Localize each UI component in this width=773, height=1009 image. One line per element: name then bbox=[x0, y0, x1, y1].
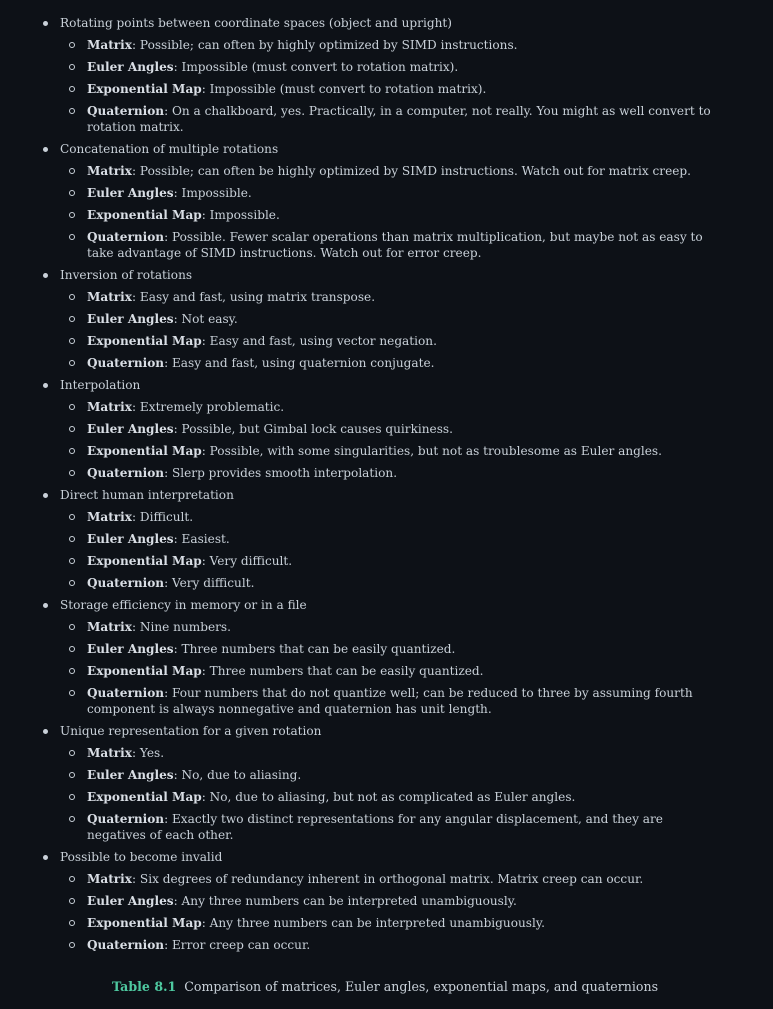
representation-description: : Four numbers that do not quantize well; can be reduced to three by assuming fourth component is always nonnegative and quaternion has unit length. bbox=[87, 686, 693, 716]
bullet-circle-icon bbox=[69, 646, 75, 652]
bullet-circle-icon bbox=[69, 772, 75, 778]
bullet-circle-icon bbox=[69, 558, 75, 564]
representation-list bbox=[60, 509, 773, 591]
representation-description: : Slerp provides smooth interpolation. bbox=[164, 466, 398, 480]
bullet-circle-icon bbox=[69, 536, 75, 542]
representation-item bbox=[60, 871, 717, 887]
representation-label: Exponential Map bbox=[87, 82, 202, 96]
representation-item bbox=[60, 465, 717, 481]
representation-label: Euler Angles bbox=[87, 532, 174, 546]
bullet-disc-icon bbox=[43, 855, 48, 860]
bullet-circle-icon bbox=[69, 42, 75, 48]
bullet-circle-icon bbox=[69, 876, 75, 882]
representation-description: : Very difficult. bbox=[201, 554, 293, 568]
representation-label: Exponential Map bbox=[87, 664, 202, 678]
representation-label: Exponential Map bbox=[87, 334, 202, 348]
representation-item bbox=[60, 641, 717, 657]
bullet-circle-icon bbox=[69, 212, 75, 218]
topic-title: Inversion of rotations bbox=[60, 268, 193, 282]
representation-description: : Any three numbers can be interpreted unambiguously. bbox=[201, 916, 545, 930]
representation-list bbox=[60, 399, 773, 481]
representation-list bbox=[60, 37, 773, 135]
bullet-circle-icon bbox=[69, 190, 75, 196]
representation-label: Exponential Map bbox=[87, 444, 202, 458]
representation-label: Exponential Map bbox=[87, 208, 202, 222]
representation-description: : Possible; can often by highly optimized by SIMD instructions. bbox=[132, 38, 518, 52]
representation-label: Matrix bbox=[87, 164, 132, 178]
topic-item bbox=[0, 267, 773, 371]
topic-item bbox=[0, 15, 773, 135]
representation-item bbox=[60, 163, 717, 179]
representation-item bbox=[60, 915, 717, 931]
bullet-circle-icon bbox=[69, 168, 75, 174]
bullet-disc-icon bbox=[43, 21, 48, 26]
representation-label: Quaternion bbox=[87, 812, 165, 826]
topic-item bbox=[0, 141, 773, 261]
topic-title: Possible to become invalid bbox=[60, 850, 223, 864]
caption-label: Table 8.1 bbox=[112, 979, 177, 994]
bullet-disc-icon bbox=[43, 493, 48, 498]
representation-description: : Impossible. bbox=[201, 208, 280, 222]
bullet-circle-icon bbox=[69, 668, 75, 674]
representation-list bbox=[60, 163, 773, 261]
representation-item bbox=[60, 289, 717, 305]
bullet-disc-icon bbox=[43, 273, 48, 278]
representation-item bbox=[60, 59, 717, 75]
representation-description: : No, due to aliasing, but not as complicated as Euler angles. bbox=[201, 790, 576, 804]
representation-item bbox=[60, 421, 717, 437]
representation-description: : On a chalkboard, yes. Practically, in a computer, not really. You might as well convert to rotation matrix. bbox=[87, 104, 711, 134]
representation-item bbox=[60, 81, 717, 97]
representation-item bbox=[60, 811, 717, 843]
representation-label: Exponential Map bbox=[87, 790, 202, 804]
topic-title: Interpolation bbox=[60, 378, 141, 392]
representation-item bbox=[60, 185, 717, 201]
representation-label: Matrix bbox=[87, 746, 132, 760]
representation-item bbox=[60, 355, 717, 371]
representation-item bbox=[60, 553, 717, 569]
representation-item bbox=[60, 333, 717, 349]
bullet-circle-icon bbox=[69, 404, 75, 410]
bullet-circle-icon bbox=[69, 316, 75, 322]
table-caption bbox=[112, 979, 658, 995]
representation-description: : Easy and fast, using quaternion conjugate. bbox=[164, 356, 435, 370]
topic-title: Concatenation of multiple rotations bbox=[60, 142, 279, 156]
bullet-circle-icon bbox=[69, 794, 75, 800]
bullet-circle-icon bbox=[69, 514, 75, 520]
bullet-disc-icon bbox=[43, 383, 48, 388]
representation-label: Euler Angles bbox=[87, 894, 174, 908]
topic-title: Unique representation for a given rotation bbox=[60, 724, 322, 738]
representation-description: : Impossible (must convert to rotation matrix). bbox=[173, 60, 459, 74]
bullet-circle-icon bbox=[69, 624, 75, 630]
representation-list bbox=[60, 745, 773, 843]
bullet-circle-icon bbox=[69, 448, 75, 454]
representation-description: : Error creep can occur. bbox=[164, 938, 311, 952]
representation-label: Quaternion bbox=[87, 104, 165, 118]
representation-item bbox=[60, 685, 717, 717]
representation-description: : Any three numbers can be interpreted unambiguously. bbox=[173, 894, 517, 908]
representation-item bbox=[60, 893, 717, 909]
representation-description: : Difficult. bbox=[132, 510, 194, 524]
representation-item bbox=[60, 575, 717, 591]
representation-description: : Impossible. bbox=[173, 186, 252, 200]
bullet-circle-icon bbox=[69, 816, 75, 822]
representation-item bbox=[60, 311, 717, 327]
representation-description: : Impossible (must convert to rotation matrix). bbox=[201, 82, 487, 96]
representation-label: Matrix bbox=[87, 290, 132, 304]
bullet-disc-icon bbox=[43, 603, 48, 608]
representation-label: Matrix bbox=[87, 38, 132, 52]
representation-description: : Three numbers that can be easily quantized. bbox=[201, 664, 484, 678]
representation-list bbox=[60, 289, 773, 371]
representation-description: : Extremely problematic. bbox=[132, 400, 285, 414]
comparison-list bbox=[0, 15, 773, 959]
representation-label: Euler Angles bbox=[87, 422, 174, 436]
topic-title: Direct human interpretation bbox=[60, 488, 234, 502]
bullet-circle-icon bbox=[69, 898, 75, 904]
bullet-circle-icon bbox=[69, 234, 75, 240]
representation-label: Matrix bbox=[87, 872, 132, 886]
topic-item bbox=[0, 487, 773, 591]
bullet-circle-icon bbox=[69, 294, 75, 300]
representation-item bbox=[60, 789, 717, 805]
topic-title: Storage efficiency in memory or in a file bbox=[60, 598, 307, 612]
topic-item bbox=[0, 849, 773, 953]
representation-description: : Easiest. bbox=[173, 532, 230, 546]
representation-label: Exponential Map bbox=[87, 916, 202, 930]
representation-description: : Nine numbers. bbox=[132, 620, 231, 634]
representation-description: : Three numbers that can be easily quantized. bbox=[173, 642, 456, 656]
representation-description: : Possible, with some singularities, but not as troublesome as Euler angles. bbox=[201, 444, 662, 458]
representation-description: : Exactly two distinct representations for any angular displacement, and they are negatives of each other. bbox=[87, 812, 663, 842]
representation-label: Quaternion bbox=[87, 230, 165, 244]
representation-label: Quaternion bbox=[87, 686, 165, 700]
bullet-disc-icon bbox=[43, 147, 48, 152]
representation-list bbox=[60, 619, 773, 717]
representation-item bbox=[60, 531, 717, 547]
representation-description: : Easy and fast, using matrix transpose. bbox=[132, 290, 376, 304]
representation-label: Quaternion bbox=[87, 466, 165, 480]
bullet-circle-icon bbox=[69, 580, 75, 586]
representation-description: : Easy and fast, using vector negation. bbox=[201, 334, 437, 348]
representation-label: Quaternion bbox=[87, 938, 165, 952]
topic-item bbox=[0, 597, 773, 717]
representation-item bbox=[60, 207, 717, 223]
topic-title: Rotating points between coordinate spaces (object and upright) bbox=[60, 16, 452, 30]
representation-label: Euler Angles bbox=[87, 60, 174, 74]
representation-item bbox=[60, 399, 717, 415]
representation-description: : Very difficult. bbox=[164, 576, 255, 590]
bullet-circle-icon bbox=[69, 470, 75, 476]
representation-description: : No, due to aliasing. bbox=[173, 768, 302, 782]
representation-label: Euler Angles bbox=[87, 186, 174, 200]
bullet-circle-icon bbox=[69, 86, 75, 92]
representation-item bbox=[60, 37, 717, 53]
topic-item bbox=[0, 723, 773, 843]
bullet-circle-icon bbox=[69, 690, 75, 696]
representation-item bbox=[60, 509, 717, 525]
bullet-circle-icon bbox=[69, 64, 75, 70]
bullet-circle-icon bbox=[69, 750, 75, 756]
bullet-circle-icon bbox=[69, 942, 75, 948]
representation-item bbox=[60, 937, 717, 953]
representation-label: Matrix bbox=[87, 510, 132, 524]
representation-item bbox=[60, 619, 717, 635]
bullet-circle-icon bbox=[69, 338, 75, 344]
representation-description: : Possible. Fewer scalar operations than matrix multiplication, but maybe not as easy to take advantage of SIMD instructions. Watch out for error creep. bbox=[87, 230, 703, 260]
representation-label: Matrix bbox=[87, 620, 132, 634]
representation-item bbox=[60, 443, 717, 459]
representation-item bbox=[60, 745, 717, 761]
representation-description: : Possible; can often be highly optimized by SIMD instructions. Watch out for matrix creep. bbox=[132, 164, 691, 178]
bullet-circle-icon bbox=[69, 108, 75, 114]
representation-label: Euler Angles bbox=[87, 642, 174, 656]
representation-item bbox=[60, 229, 717, 261]
representation-label: Matrix bbox=[87, 400, 132, 414]
representation-description: : Yes. bbox=[132, 746, 165, 760]
representation-item bbox=[60, 767, 717, 783]
representation-label: Exponential Map bbox=[87, 554, 202, 568]
bullet-disc-icon bbox=[43, 729, 48, 734]
representation-description: : Not easy. bbox=[173, 312, 238, 326]
bullet-circle-icon bbox=[69, 426, 75, 432]
representation-description: : Possible, but Gimbal lock causes quirkiness. bbox=[173, 422, 453, 436]
topic-item bbox=[0, 377, 773, 481]
representation-item bbox=[60, 103, 717, 135]
representation-label: Quaternion bbox=[87, 576, 165, 590]
representation-item bbox=[60, 663, 717, 679]
bullet-circle-icon bbox=[69, 920, 75, 926]
representation-list bbox=[60, 871, 773, 953]
representation-label: Quaternion bbox=[87, 356, 165, 370]
bullet-circle-icon bbox=[69, 360, 75, 366]
representation-label: Euler Angles bbox=[87, 312, 174, 326]
representation-label: Euler Angles bbox=[87, 768, 174, 782]
representation-description: : Six degrees of redundancy inherent in orthogonal matrix. Matrix creep can occur. bbox=[132, 872, 644, 886]
caption-text: Comparison of matrices, Euler angles, exponential maps, and quaternions bbox=[184, 979, 659, 994]
